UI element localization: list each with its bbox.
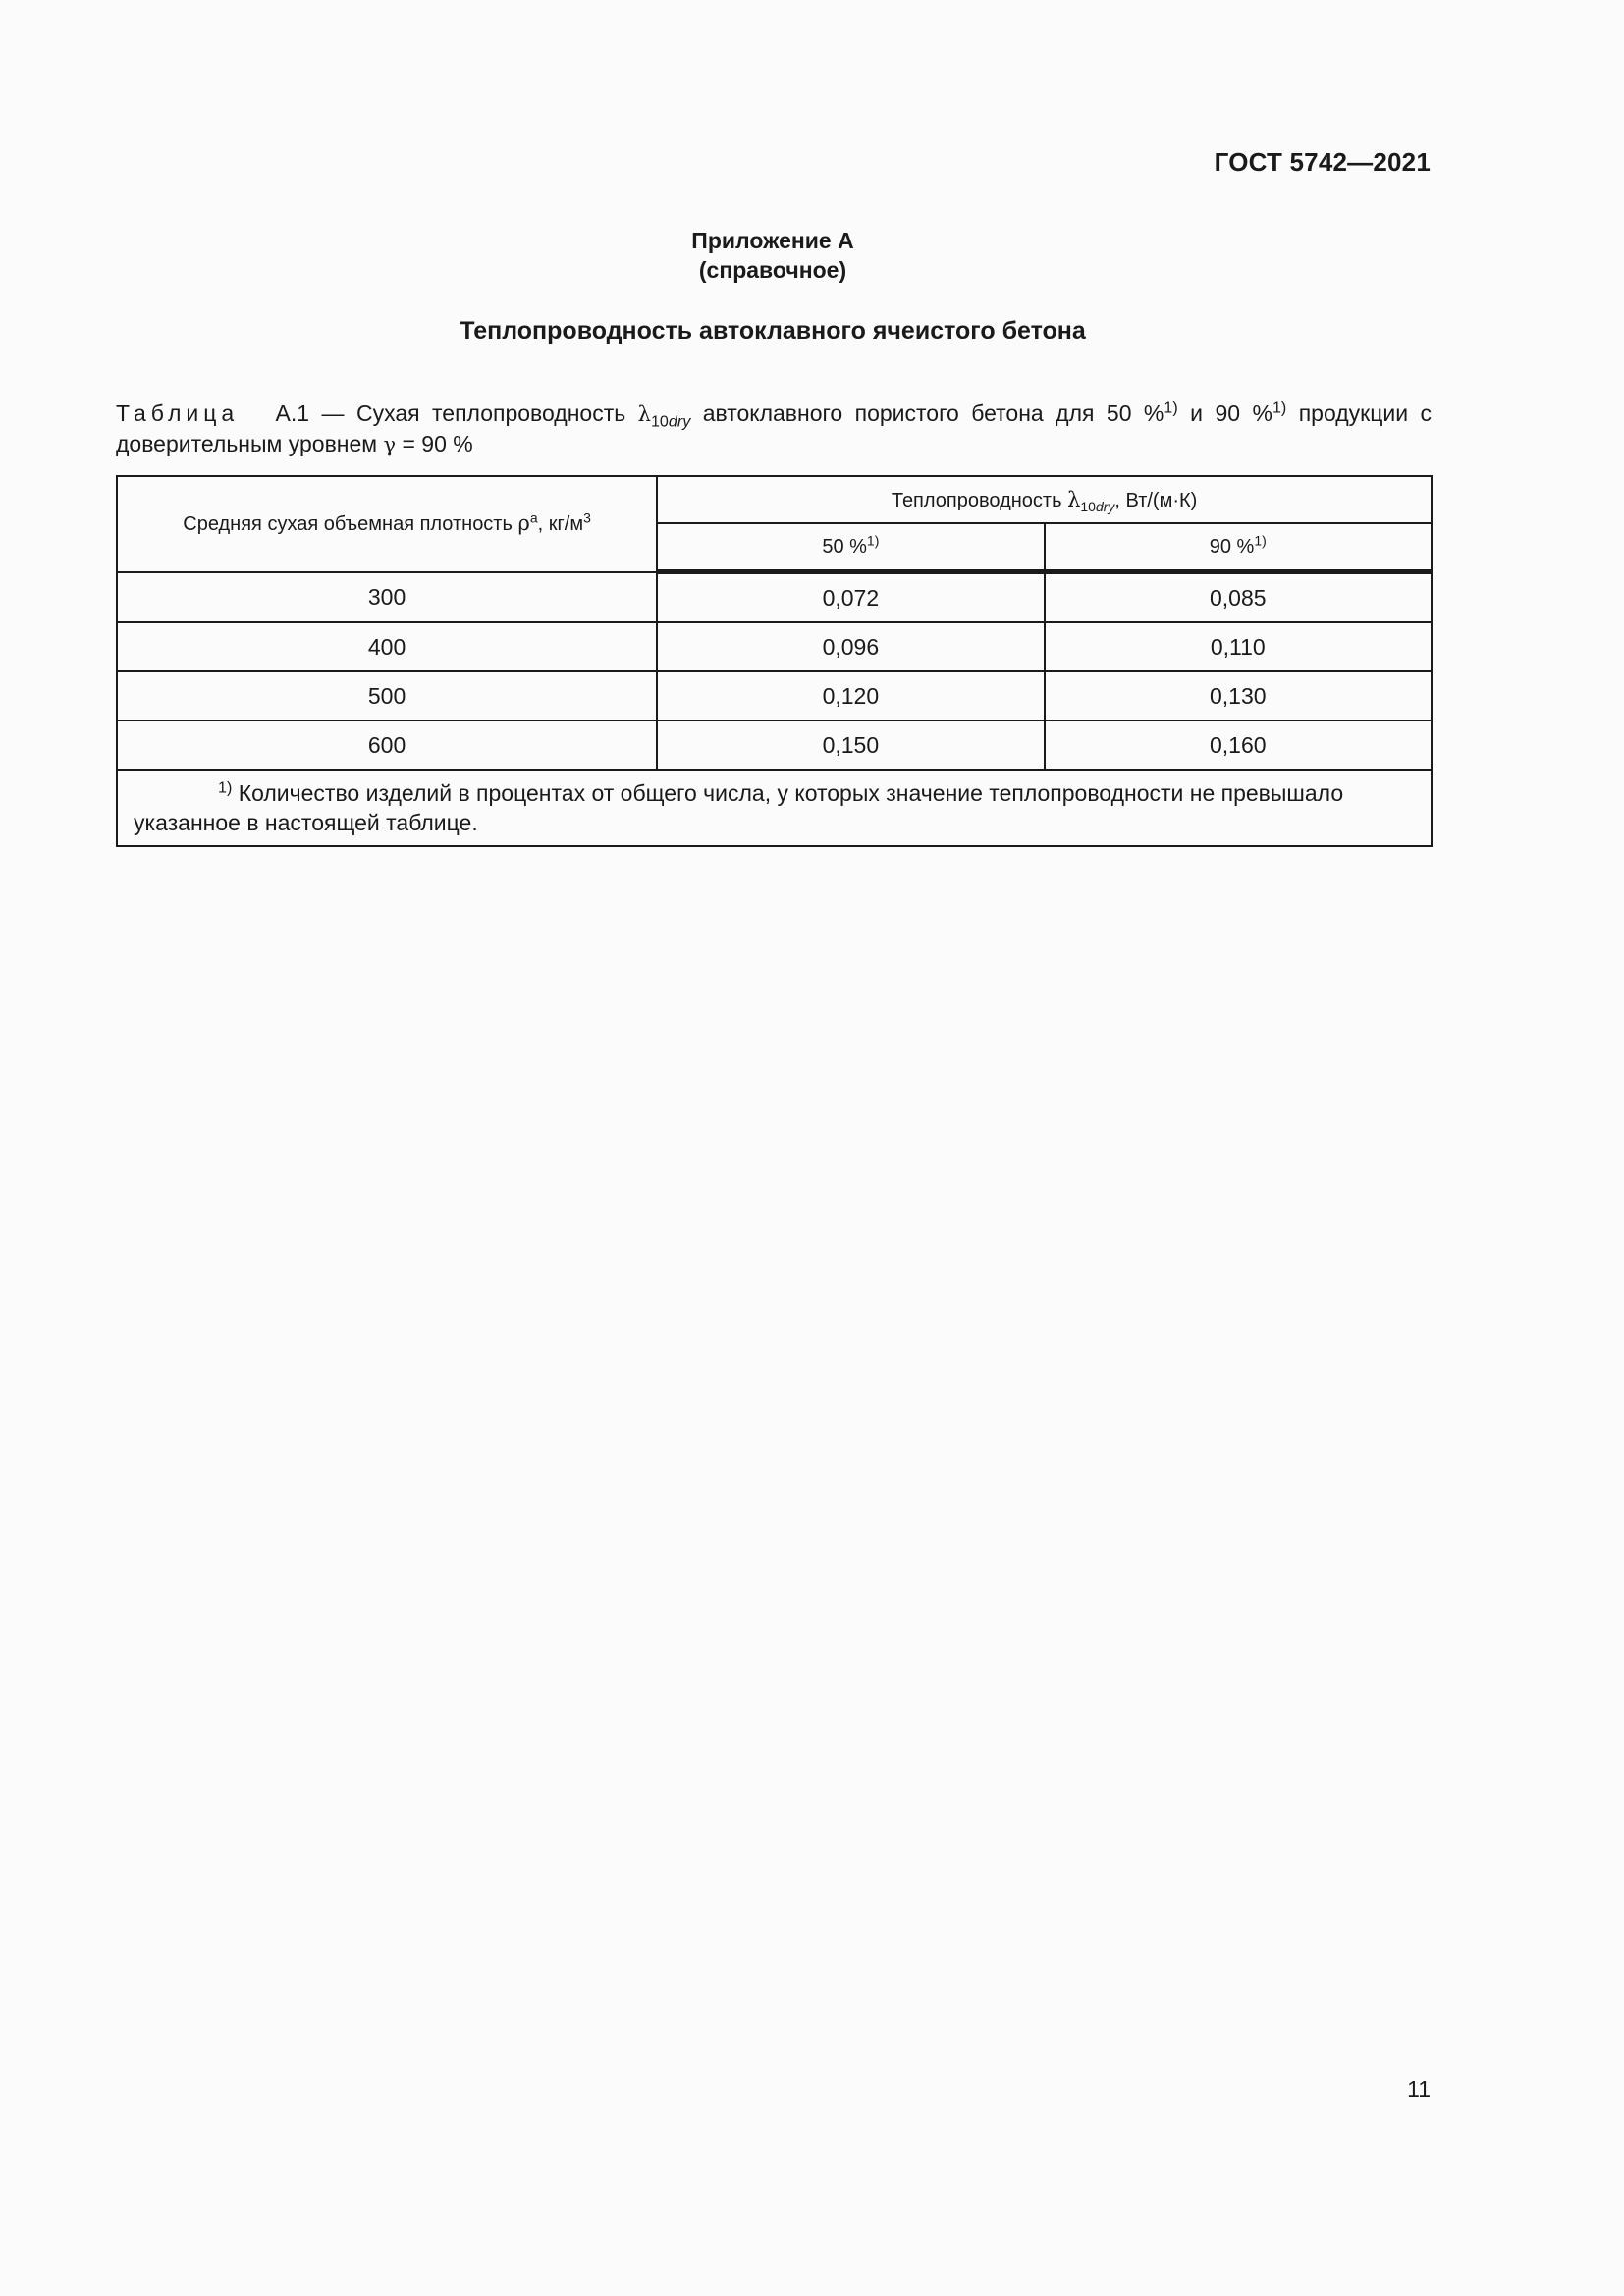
cell-90: 0,110 (1045, 622, 1432, 671)
rho-symbol: ρ (517, 511, 530, 536)
annex-heading (0, 226, 1545, 285)
document-code: ГОСТ 5742—2021 (1214, 147, 1431, 177)
cell-50: 0,072 (657, 572, 1044, 623)
caption-text-5: = 90 % (402, 431, 473, 456)
table-row (117, 622, 1432, 671)
cell-50: 0,096 (657, 622, 1044, 671)
cell-50: 0,150 (657, 721, 1044, 770)
gamma-symbol: γ (383, 433, 397, 456)
caption-number: А.1 (275, 400, 310, 426)
caption-text-3: и 90 % (1190, 400, 1272, 426)
cell-density: 400 (117, 622, 657, 671)
table-row (117, 671, 1432, 721)
table-row (117, 721, 1432, 770)
caption-label: Таблица (116, 400, 240, 426)
cell-density: 600 (117, 721, 657, 770)
table-row (117, 572, 1432, 623)
footnote-text: Количество изделий в процентах от общего числа, у которых значение теплопроводности не превышало указанное в настоящей таблице. (134, 780, 1344, 835)
footnote-ref: 1) (1272, 399, 1287, 417)
lambda-subscript: 10dry (650, 412, 691, 431)
page-number: 11 (1407, 2076, 1431, 2102)
header-density: Средняя сухая объемная плотность $\rho^a$, $кг/м^3$ (117, 476, 657, 572)
lambda-symbol: λ (1067, 487, 1081, 511)
caption-text-1: — Сухая теплопроводность (321, 400, 626, 426)
conductivity-table (116, 475, 1433, 847)
cell-density: 500 (117, 671, 657, 721)
cell-90: 0,085 (1045, 572, 1432, 623)
header-50-percent: 50 %$^{1)}$ (657, 523, 1044, 572)
annex-title: Приложение А (691, 228, 854, 253)
annex-subtitle: (справочное) (698, 257, 847, 283)
caption-text-2: автоклавного пористого бетона для 50 % (702, 400, 1164, 426)
lambda-symbol: λ (637, 402, 651, 426)
header-90-percent: 90 %$^{1)}$ (1045, 523, 1432, 572)
table-footnote-row (117, 770, 1432, 846)
table-caption (116, 399, 1432, 459)
cell-density: 300 (117, 572, 657, 623)
caption-text-4: продукции с доверительным уровнем (116, 400, 1433, 456)
table-footnote (117, 770, 1432, 846)
cell-90: 0,160 (1045, 721, 1432, 770)
footnote-mark: 1) (218, 778, 233, 797)
footnote-ref: 1) (1164, 399, 1178, 417)
cell-90: 0,130 (1045, 671, 1432, 721)
section-title: Теплопроводность автоклавного ячеистого бетона (460, 317, 1086, 345)
cell-50: 0,120 (657, 671, 1044, 721)
header-conductivity: Теплопроводность $\lambda_{10dry}$, Вт/(м·К) (657, 476, 1432, 523)
